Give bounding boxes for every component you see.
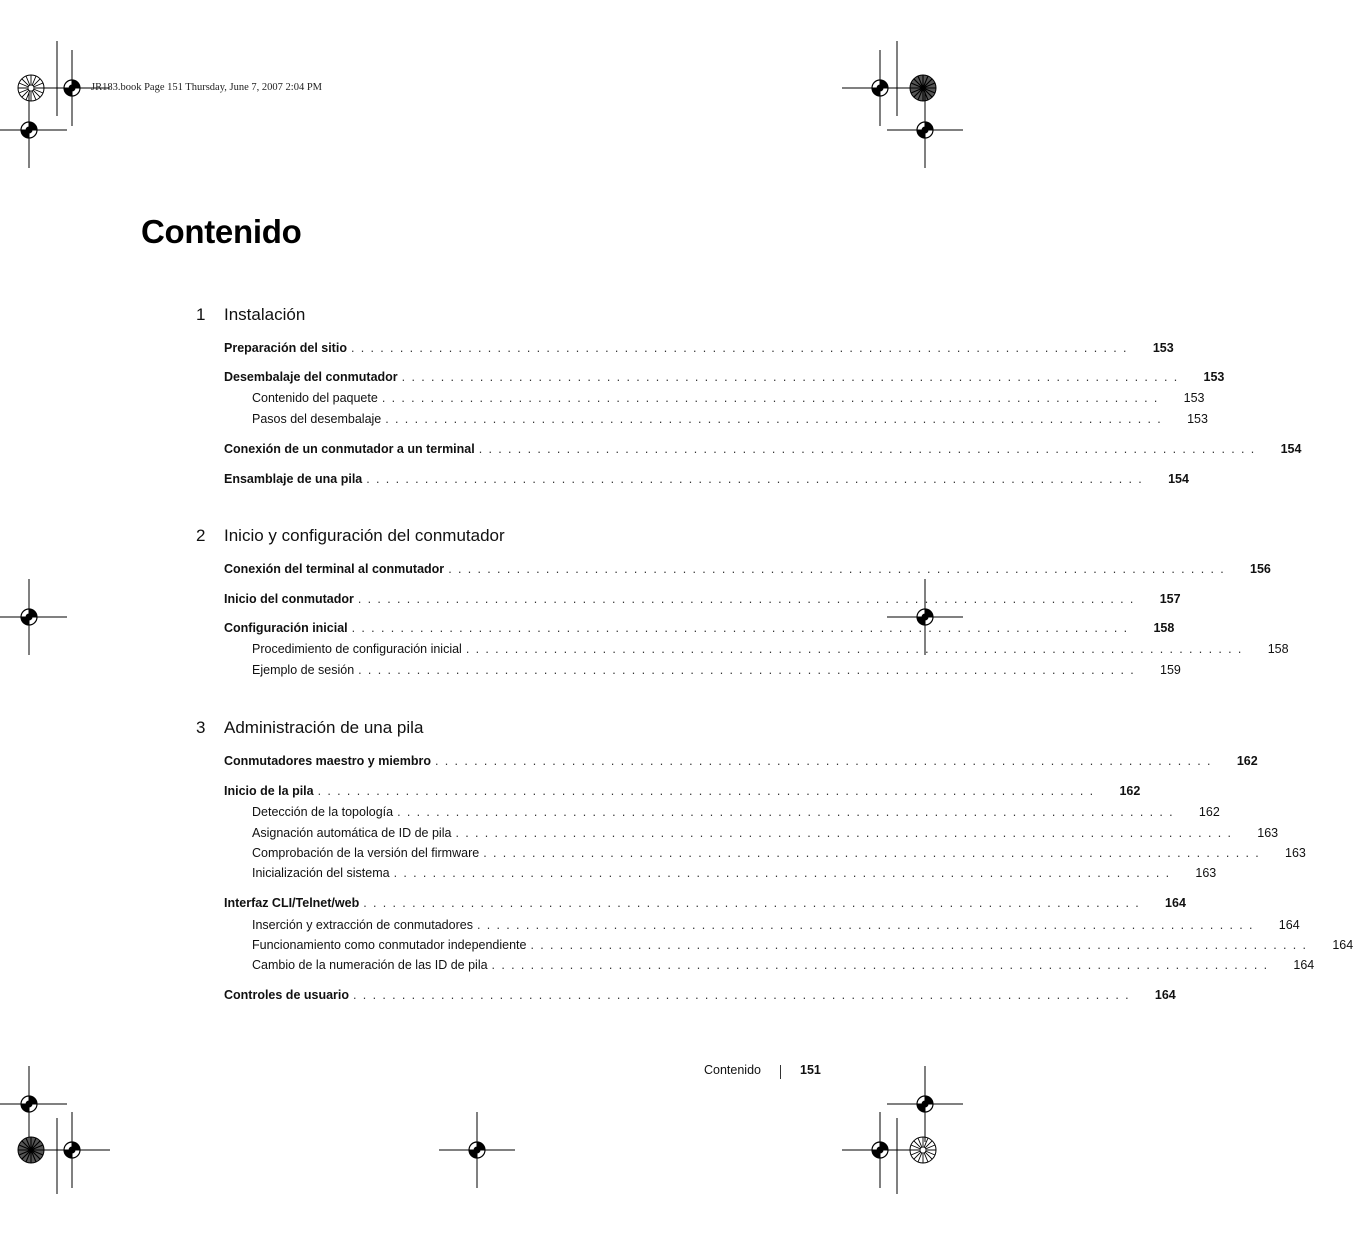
footer-divider [780,1065,781,1079]
toc-page-number: 164 [1293,958,1315,972]
toc-page-number: 162 [1198,805,1220,819]
dot-leader: ................................................................................ [397,805,1179,819]
dot-leader: ................................................................................ [465,642,1248,656]
toc-page-number: 164 [1154,988,1176,1002]
toc-entry-label: Ejemplo de sesión [252,663,355,677]
chapter-title: Inicio y configuración del conmutador [224,526,505,545]
toc-entry[interactable] [224,441,1302,457]
dot-leader: ................................................................................ [385,412,1168,426]
crop-mark-top-right [842,41,963,168]
toc-entry-label: Inicialización del sistema [252,866,390,880]
toc-entry[interactable] [224,561,1271,577]
toc-entry[interactable] [224,369,1225,385]
toc-entry[interactable] [224,895,1186,911]
chapter-number: 3 [196,718,206,737]
toc-entry-label: Preparación del sitio [224,341,347,355]
dot-leader: ................................................................................ [455,826,1238,840]
dot-leader: ................................................................................ [491,958,1274,972]
toc-page-number: 154 [1280,442,1302,456]
page-footer [704,1063,821,1077]
crop-mark-top-left [0,41,110,168]
dot-leader: ................................................................................ [353,988,1135,1002]
chapter-heading [196,718,423,738]
chapter-number: 1 [196,305,206,324]
toc-page-number: 163 [1257,826,1279,840]
toc-page-number: 153 [1152,341,1174,355]
toc-subentry[interactable] [252,411,1208,427]
dot-leader: ................................................................................ [381,391,1164,405]
crop-mark-bottom-left [0,1066,110,1194]
toc-entry-label: Procedimiento de configuración inicial [252,642,462,656]
dot-leader: ................................................................................ [476,918,1259,932]
dot-leader: ................................................................................ [448,562,1231,576]
toc-page-number: 154 [1168,472,1189,486]
footer-page-number: 151 [800,1063,821,1077]
toc-page-number: 163 [1285,846,1306,860]
toc-page-number: 153 [1203,370,1225,384]
dot-leader: ................................................................................ [435,754,1217,768]
toc-subentry[interactable] [252,957,1315,973]
toc-page-number: 153 [1183,391,1205,405]
chapter-number: 2 [196,526,206,545]
chapter-title: Administración de una pila [224,718,424,737]
dot-leader: ................................................................................ [478,442,1261,456]
toc-entry-label: Conexión del terminal al conmutador [224,562,445,576]
toc-page-number: 158 [1267,642,1289,656]
toc-subentry[interactable] [252,865,1217,881]
toc-subentry[interactable] [252,825,1279,841]
dot-leader: ................................................................................ [530,938,1313,952]
toc-entry-label: Configuración inicial [224,621,348,635]
toc-entry-label: Conmutadores maestro y miembro [224,754,431,768]
toc-entry[interactable] [224,987,1176,1003]
footer-section-title: Contenido [704,1063,761,1077]
chapter-heading [196,305,305,325]
toc-entry[interactable] [224,753,1258,769]
toc-entry-label: Pasos del desembalaje [252,412,382,426]
toc-entry-label: Contenido del paquete [252,391,378,405]
toc-page-number: 162 [1119,784,1141,798]
toc-entry-label: Desembalaje del conmutador [224,370,398,384]
toc-subentry[interactable] [252,641,1289,657]
toc-subentry[interactable] [252,390,1205,406]
dot-leader: ................................................................................ [363,896,1146,910]
toc-subentry[interactable] [252,845,1306,861]
dot-leader: ................................................................................ [350,341,1133,355]
chapter-title: Instalación [224,305,306,324]
toc-entry-label: Inicio de la pila [224,784,314,798]
toc-entry-label: Comprobación de la versión del firmware [252,846,480,860]
dot-leader: ................................................................................ [358,663,1140,677]
toc-entry-label: Funcionamiento como conmutador independiente [252,938,527,952]
toc-page-number: 158 [1153,621,1175,635]
toc-entry-label: Inicio del conmutador [224,592,354,606]
toc-subentry[interactable] [252,917,1300,933]
toc-page-number: 159 [1160,663,1181,677]
toc-entry[interactable] [224,591,1181,607]
dot-leader: ................................................................................ [351,621,1134,635]
toc-subentry[interactable] [252,804,1220,820]
toc-entry-label: Detección de la topología [252,805,394,819]
toc-entry[interactable] [224,340,1174,356]
toc-entry-label: Asignación automática de ID de pila [252,826,452,840]
toc-page-number: 164 [1332,938,1353,952]
toc-page-number: 156 [1250,562,1271,576]
dot-leader: ................................................................................ [317,784,1100,798]
toc-entry[interactable] [224,471,1189,487]
chapter-heading [196,526,505,546]
crop-mark-bottom-right [842,1066,963,1194]
crop-mark-bottom-center [439,1112,515,1188]
toc-entry-label: Inserción y extracción de conmutadores [252,918,473,932]
toc-entry[interactable] [224,783,1141,799]
toc-page-number: 153 [1187,412,1208,426]
toc-page-number: 162 [1236,754,1258,768]
toc-entry-label: Controles de usuario [224,988,350,1002]
toc-entry-label: Cambio de la numeración de las ID de pila [252,958,488,972]
toc-entry-label: Interfaz CLI/Telnet/web [224,896,360,910]
toc-entry-label: Conexión de un conmutador a un terminal [224,442,475,456]
toc-entry[interactable] [224,620,1175,636]
dot-leader: ................................................................................ [483,846,1266,860]
dot-leader: ................................................................................ [366,472,1149,486]
toc-page-number: 163 [1195,866,1217,880]
dot-leader: ................................................................................ [393,866,1176,880]
toc-page-number: 164 [1165,896,1186,910]
print-header: JR183.book Page 151 Thursday, June 7, 2007 2:04 PM [91,82,322,93]
page-title: Contenido [141,213,302,250]
toc-subentry[interactable] [252,662,1181,678]
toc-entry-label: Ensamblaje de una pila [224,472,363,486]
toc-page-number: 164 [1278,918,1300,932]
toc-subentry[interactable] [252,937,1353,953]
dot-leader: ................................................................................ [357,592,1140,606]
dot-leader: ................................................................................ [401,370,1184,384]
toc-page-number: 157 [1159,592,1181,606]
crop-mark-middle-left [0,579,67,655]
